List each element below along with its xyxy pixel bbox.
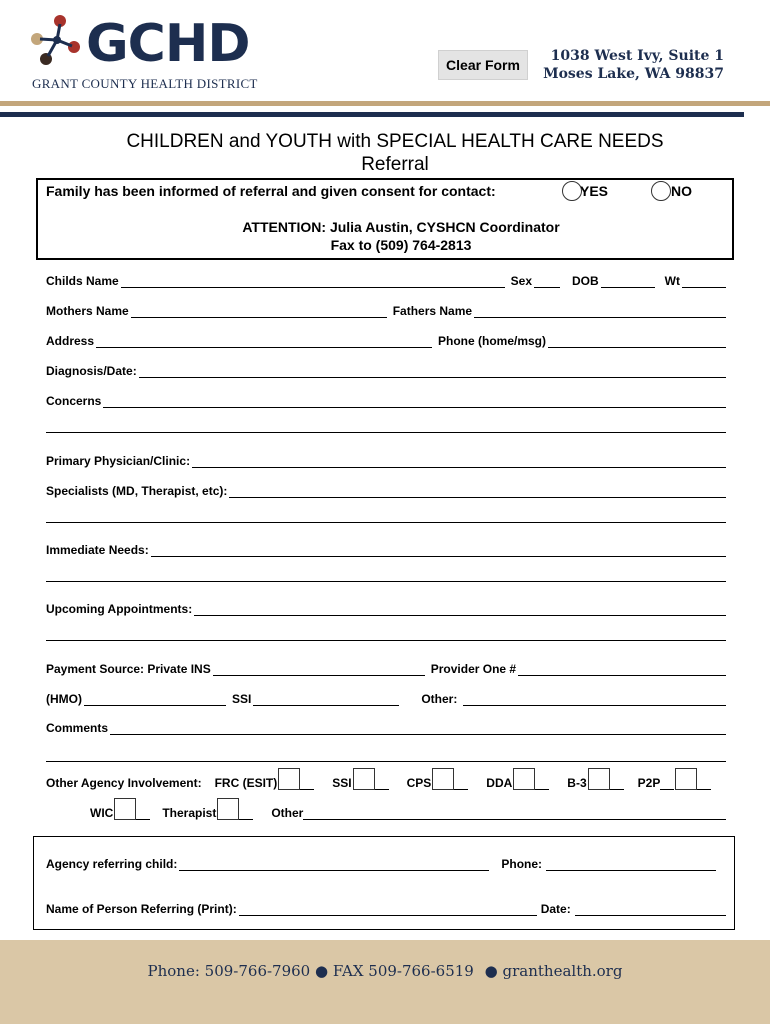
address-block (538, 47, 724, 83)
other-field[interactable] (463, 693, 726, 706)
physician-field[interactable] (192, 455, 726, 468)
physician-label: Primary Physician/Clinic: (46, 454, 191, 468)
yes-radio[interactable] (562, 181, 582, 201)
cps-label: CPS (406, 776, 432, 790)
address-row (46, 330, 726, 348)
dda-label: DDA (486, 776, 513, 790)
address-field[interactable] (96, 335, 432, 348)
referrer-name-row (46, 898, 726, 916)
hmo-row (46, 688, 726, 706)
address-label: Address (46, 334, 95, 348)
cps-checkbox[interactable] (432, 768, 454, 790)
child-name-field[interactable] (121, 275, 505, 288)
sex-field[interactable] (534, 275, 560, 288)
ssi-agency-label: SSI (332, 776, 352, 790)
frc-label: FRC (ESIT) (214, 776, 278, 790)
p2p-checkbox[interactable] (675, 768, 697, 790)
gchd-logo-icon (30, 14, 82, 66)
specialists-label: Specialists (MD, Therapist, etc): (46, 484, 228, 498)
private-ins-field[interactable] (213, 663, 425, 676)
comments-row (46, 717, 726, 735)
phone-home-label: Phone (home/msg) (437, 334, 546, 348)
diagnosis-row (46, 360, 726, 378)
comments-line-2[interactable] (46, 761, 726, 762)
b3-label: B-3 (567, 776, 587, 790)
immediate-needs-label: Immediate Needs: (46, 543, 149, 557)
agency-other-field[interactable] (303, 807, 726, 820)
diagnosis-label: Diagnosis/Date: (46, 364, 137, 378)
referring-agency-label: Agency referring child: (46, 857, 178, 871)
form-title (0, 130, 770, 176)
navy-divider (0, 112, 744, 117)
immediate-needs-field[interactable] (151, 544, 726, 557)
comments-field[interactable] (110, 722, 726, 735)
mother-name-field[interactable] (131, 305, 387, 318)
appointments-field[interactable] (194, 603, 726, 616)
other-label: Other: (421, 692, 458, 706)
appointments-label: Upcoming Appointments: (46, 602, 193, 616)
footer-web: granthealth.org (502, 962, 623, 980)
referrer-phone-field[interactable] (546, 858, 716, 871)
form-title-line-2: Referral (361, 154, 429, 175)
referring-agency-field[interactable] (179, 858, 489, 871)
fax-line: Fax to (509) 764-2813 (330, 237, 472, 253)
clear-form-button[interactable]: Clear Form (438, 50, 528, 80)
phone-home-field[interactable] (548, 335, 726, 348)
footer-fax: FAX 509-766-6519 (332, 962, 474, 980)
therapist-label: Therapist (162, 806, 217, 820)
hmo-label: (HMO) (46, 692, 82, 706)
consent-question: Family has been informed of referral and given consent for contact: (46, 183, 496, 199)
attention-block (36, 218, 766, 254)
appointments-row (46, 598, 726, 616)
appointments-line-2[interactable] (46, 640, 726, 641)
frc-checkbox[interactable] (278, 768, 300, 790)
therapist-checkbox[interactable] (217, 798, 239, 820)
footer-band (0, 940, 770, 1024)
agency-row-1 (46, 768, 711, 790)
specialists-row (46, 480, 726, 498)
footer-phone: Phone: 509-766-7960 (147, 962, 311, 980)
p2p-label: P2P (637, 776, 661, 790)
wt-label: Wt (664, 274, 680, 288)
referrer-phone-label: Phone: (501, 857, 543, 871)
sex-label: Sex (510, 274, 532, 288)
ssi-checkbox[interactable] (353, 768, 375, 790)
referrer-name-field[interactable] (239, 903, 537, 916)
child-info-row (46, 270, 726, 288)
provider-one-field[interactable] (518, 663, 726, 676)
address-line-2: Moses Lake, WA 98837 (543, 66, 724, 82)
gold-divider (0, 101, 770, 106)
ssi-label: SSI (232, 692, 252, 706)
wic-label: WIC (90, 806, 114, 820)
b3-checkbox[interactable] (588, 768, 610, 790)
address-line-1: 1038 West Ivy, Suite 1 (550, 48, 724, 64)
child-name-label: Childs Name (46, 274, 119, 288)
physician-row (46, 450, 726, 468)
dob-field[interactable] (601, 275, 655, 288)
bullet-icon: ● (484, 962, 498, 980)
diagnosis-field[interactable] (139, 365, 726, 378)
footer-contact (0, 962, 770, 980)
ssi-field[interactable] (253, 693, 399, 706)
dob-label: DOB (572, 274, 599, 288)
bullet-icon: ● (315, 962, 329, 980)
logo-subtitle: GRANT COUNTY HEALTH DISTRICT (32, 76, 258, 91)
form-title-line-1: CHILDREN and YOUTH with SPECIAL HEALTH CARE NEEDS (126, 131, 664, 152)
wic-checkbox[interactable] (114, 798, 136, 820)
concerns-row (46, 390, 726, 408)
father-name-field[interactable] (474, 305, 726, 318)
concerns-label: Concerns (46, 394, 102, 408)
dda-checkbox[interactable] (513, 768, 535, 790)
payment-row (46, 658, 726, 676)
no-label: NO (671, 183, 692, 199)
date-field[interactable] (575, 903, 726, 916)
mother-name-label: Mothers Name (46, 304, 129, 318)
attention-line: ATTENTION: Julia Austin, CYSHCN Coordinator (242, 219, 560, 235)
payment-label: Payment Source: Private INS (46, 662, 211, 676)
referrer-name-label: Name of Person Referring (Print): (46, 902, 237, 916)
concerns-field[interactable] (103, 395, 726, 408)
specialists-field[interactable] (229, 485, 726, 498)
yes-label: YES (580, 183, 609, 199)
hmo-field[interactable] (84, 693, 226, 706)
immediate-needs-line-2[interactable] (46, 581, 726, 582)
referring-agency-row (46, 853, 726, 871)
provider-one-label: Provider One # (430, 662, 517, 676)
parents-row (46, 300, 726, 318)
no-radio[interactable] (651, 181, 671, 201)
logo-text: GCHD (86, 14, 250, 74)
immediate-needs-row (46, 539, 726, 557)
agency-row-2 (90, 798, 726, 820)
father-name-label: Fathers Name (392, 304, 473, 318)
comments-label: Comments (46, 721, 109, 735)
concerns-line-2[interactable] (46, 432, 726, 433)
agency-other-label: Other (271, 806, 304, 820)
date-label: Date: (540, 902, 571, 916)
specialists-line-2[interactable] (46, 522, 726, 523)
agency-label: Other Agency Involvement: (46, 776, 202, 790)
wt-field[interactable] (682, 275, 726, 288)
